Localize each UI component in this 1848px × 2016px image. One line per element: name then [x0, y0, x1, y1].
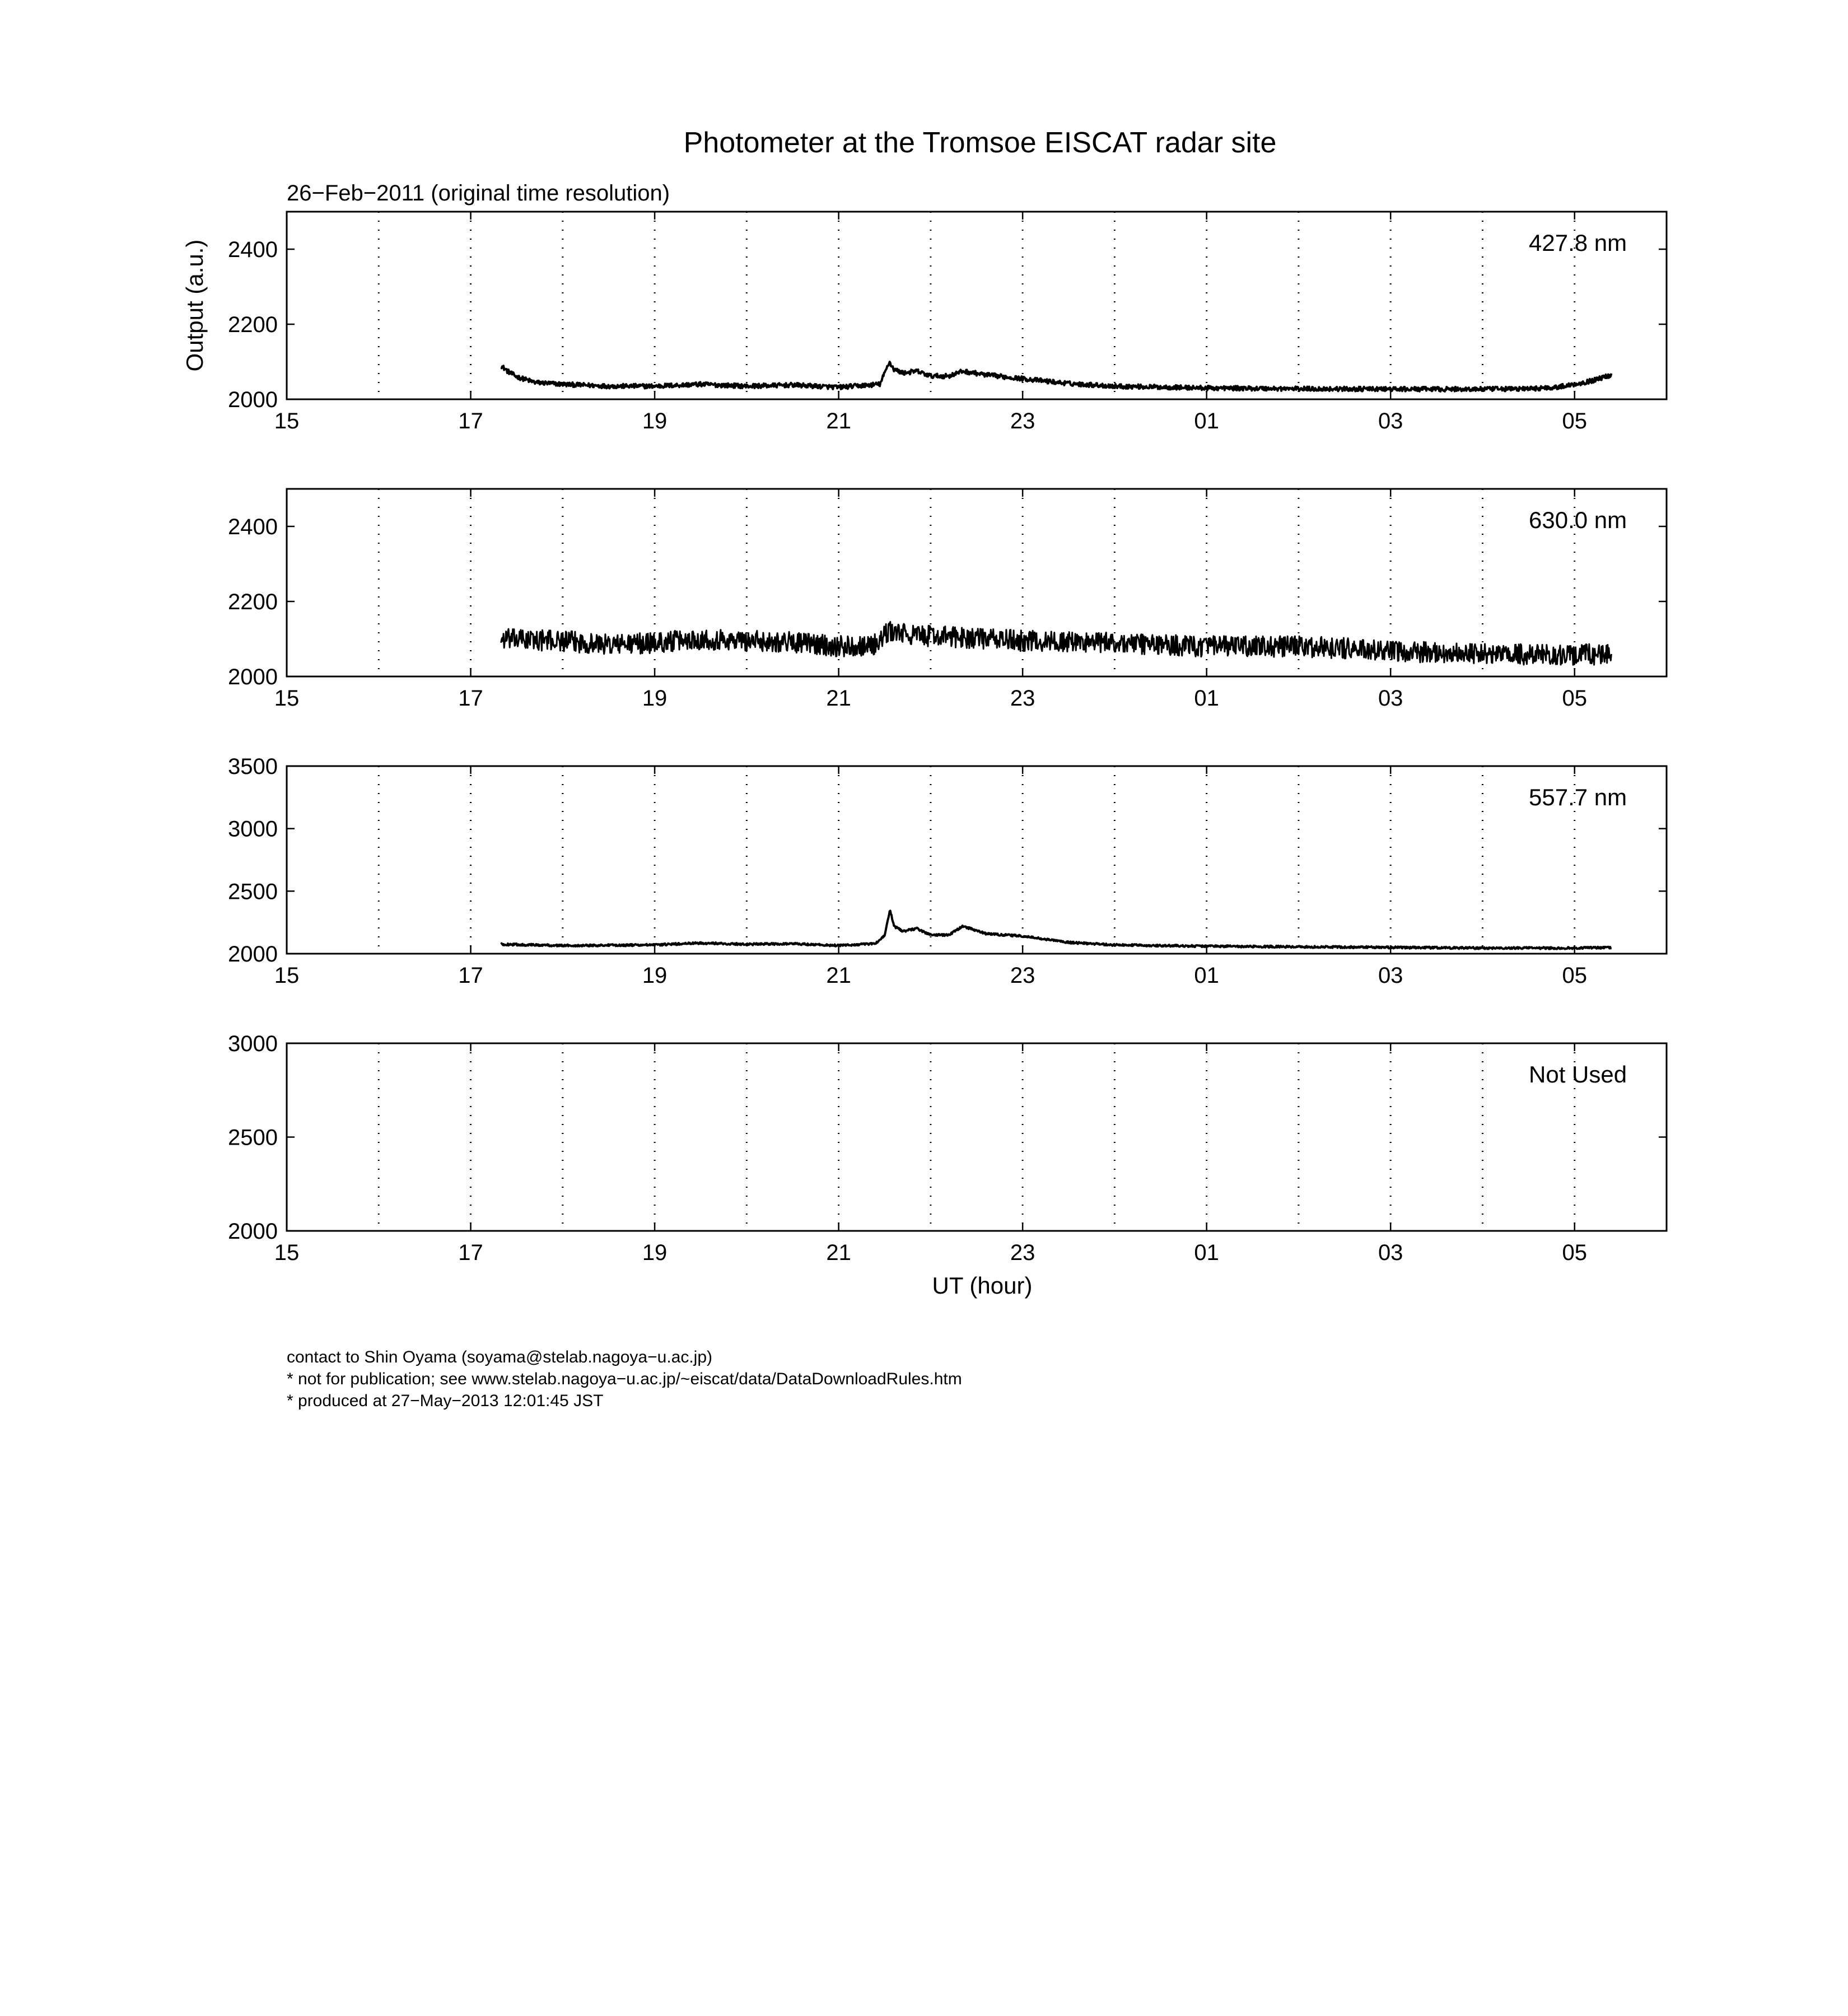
x-tick-label: 03	[1378, 963, 1403, 988]
x-tick-label: 17	[458, 963, 483, 988]
x-tick-label: 17	[458, 1240, 483, 1265]
y-tick-label: 2200	[228, 312, 278, 337]
y-tick-label: 2200	[228, 590, 278, 614]
series-line	[501, 622, 1612, 665]
panel-1	[181, 212, 1667, 433]
y-tick-label: 3000	[228, 1032, 278, 1056]
x-tick-label: 05	[1562, 409, 1587, 433]
x-tick-label: 21	[826, 1240, 851, 1265]
chart-subtitle: 26−Feb−2011 (original time resolution)	[287, 181, 670, 206]
y-tick-label: 2000	[228, 1219, 278, 1244]
x-tick-label: 19	[642, 409, 668, 433]
x-tick-label: 05	[1562, 963, 1587, 988]
panel-label: 427.8 nm	[1529, 230, 1627, 256]
panel-3	[228, 754, 1667, 988]
y-tick-label: 2500	[228, 1125, 278, 1150]
axes-box	[287, 766, 1667, 954]
x-tick-label: 21	[826, 963, 851, 988]
x-tick-label: 03	[1378, 686, 1403, 711]
y-tick-label: 2400	[228, 515, 278, 539]
x-tick-label: 01	[1194, 1240, 1219, 1265]
x-tick-label: 05	[1562, 686, 1587, 711]
panel-2	[228, 489, 1667, 711]
x-tick-label: 23	[1010, 1240, 1035, 1265]
footer-produced-date: * produced at 27−May−2013 12:01:45 JST	[287, 1392, 604, 1410]
x-tick-label: 03	[1378, 1240, 1403, 1265]
x-tick-label: 19	[642, 686, 668, 711]
x-tick-label: 23	[1010, 409, 1035, 433]
x-tick-label: 15	[274, 409, 300, 433]
panel-label: 557.7 nm	[1529, 784, 1627, 810]
x-tick-label: 03	[1378, 409, 1403, 433]
x-tick-label: 01	[1194, 409, 1219, 433]
x-tick-label: 17	[458, 686, 483, 711]
y-tick-label: 2000	[228, 388, 278, 412]
panels	[181, 212, 1667, 1299]
x-axis-label: UT (hour)	[932, 1272, 1033, 1299]
x-tick-label: 17	[458, 409, 483, 433]
y-tick-label: 3000	[228, 816, 278, 842]
panel-4	[228, 1032, 1667, 1299]
x-tick-label: 05	[1562, 1240, 1587, 1265]
x-tick-label: 23	[1010, 686, 1035, 711]
footer-notes	[287, 1348, 962, 1410]
x-tick-label: 21	[826, 686, 851, 711]
y-axis-label: Output (a.u.)	[181, 239, 208, 372]
footer-contact: contact to Shin Oyama (soyama@stelab.nagoya−u.ac.jp)	[287, 1348, 713, 1366]
y-tick-label: 2000	[228, 942, 278, 967]
chart-title: Photometer at the Tromsoe EISCAT radar site	[683, 127, 1277, 159]
x-tick-label: 15	[274, 963, 300, 988]
x-tick-label: 15	[274, 1240, 300, 1265]
x-tick-label: 15	[274, 686, 300, 711]
series-line	[501, 911, 1612, 949]
axes-box	[287, 212, 1667, 399]
y-tick-label: 3500	[228, 754, 278, 779]
footer-publication-note: * not for publication; see www.stelab.nagoya−u.ac.jp/~eiscat/data/DataDownloadRules.htm	[287, 1370, 962, 1388]
x-tick-label: 19	[642, 1240, 668, 1265]
y-tick-label: 2500	[228, 879, 278, 904]
panel-label: 630.0 nm	[1529, 507, 1627, 533]
x-tick-label: 21	[826, 409, 851, 433]
x-tick-label: 01	[1194, 963, 1219, 988]
axes-box	[287, 1043, 1667, 1231]
y-tick-label: 2000	[228, 665, 278, 689]
x-tick-label: 01	[1194, 686, 1219, 711]
x-tick-label: 19	[642, 963, 668, 988]
panel-label: Not Used	[1529, 1061, 1627, 1088]
y-tick-label: 2400	[228, 237, 278, 262]
series-line	[501, 362, 1612, 391]
x-tick-label: 23	[1010, 963, 1035, 988]
